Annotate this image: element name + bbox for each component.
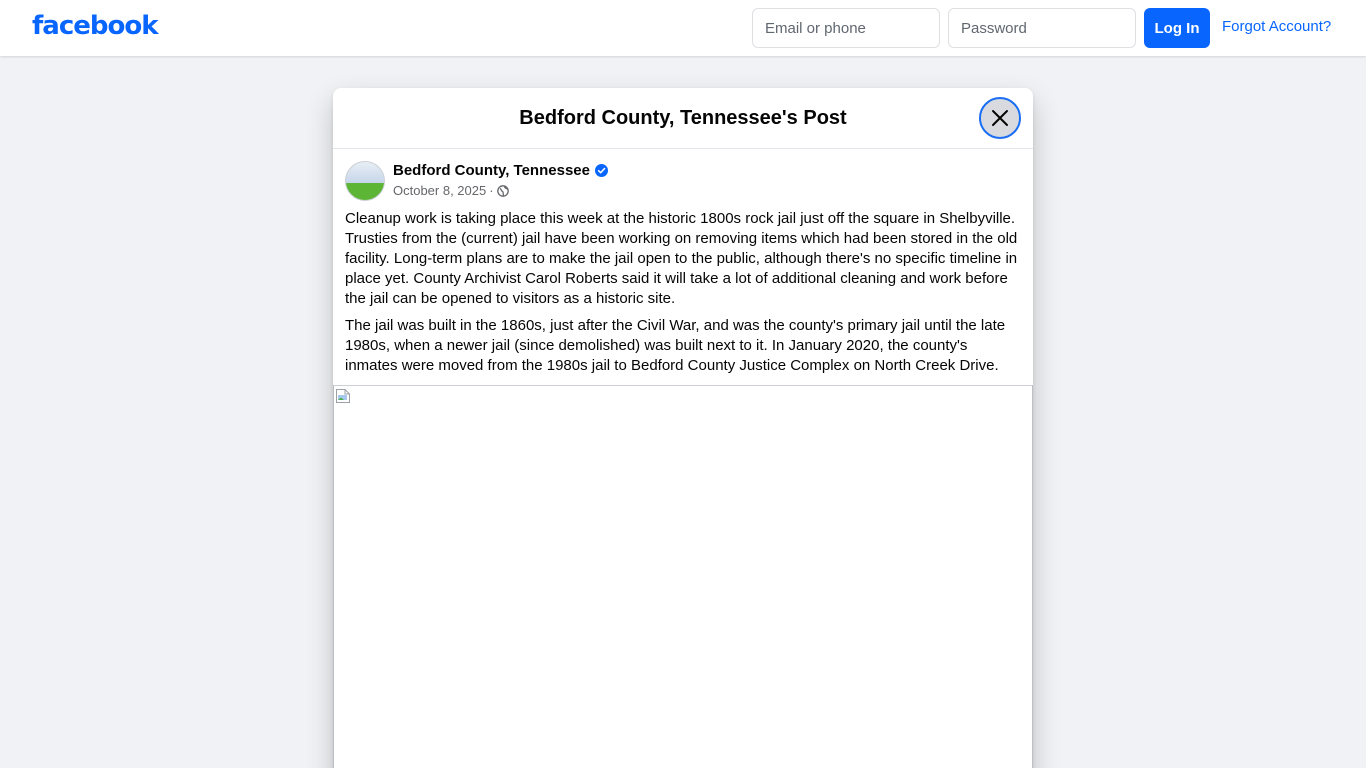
login-button[interactable]: Log In: [1144, 8, 1210, 48]
top-navigation-bar: [0, 0, 1366, 56]
meta-separator: ·: [489, 183, 494, 198]
broken-image-icon: [335, 388, 351, 404]
close-icon: [991, 109, 1009, 127]
post-meta: [393, 183, 509, 198]
close-button[interactable]: [979, 97, 1021, 139]
email-input[interactable]: [752, 8, 940, 48]
password-input[interactable]: [948, 8, 1136, 48]
avatar[interactable]: [345, 161, 385, 201]
author-name-text: Bedford County, Tennessee: [393, 162, 590, 179]
post-dialog: [333, 88, 1033, 768]
dialog-title: Bedford County, Tennessee's Post: [519, 106, 847, 129]
dialog-header: [333, 88, 1033, 149]
post-date[interactable]: October 8, 2025: [393, 183, 487, 198]
dialog-border: [333, 385, 334, 768]
post-paragraph: Cleanup work is taking place this week at the historic 1800s rock jail just off the square in Shelbyville. Trusties from the (current) jail have been working on removing items which had been stored in the old facility. Long-term plans are to make the jail open to the public, although there's no specific timeline in place yet. County Archivist Carol Roberts said it will take a lot of additional cleaning and work before the jail can be opened to visitors as a historic site.: [345, 210, 1018, 307]
dialog-border: [1032, 385, 1033, 768]
facebook-logo[interactable]: facebook: [32, 11, 158, 41]
post-image[interactable]: [333, 385, 1033, 768]
forgot-account-link[interactable]: Forgot Account?: [1222, 18, 1332, 35]
post-header: [333, 149, 1033, 205]
author-name[interactable]: [393, 162, 608, 179]
post-text: [333, 205, 1033, 376]
post-paragraph: The jail was built in the 1860s, just after the Civil War, and was the county's primary jail until the late 1980s, when a newer jail (since demolished) was built next to it. In January 2020, the county's inmates were moved from the 1980s jail to Bedford County Justice Complex on North Creek Drive.: [345, 317, 1006, 374]
verified-badge-icon: [595, 164, 608, 177]
globe-icon: [497, 185, 509, 197]
